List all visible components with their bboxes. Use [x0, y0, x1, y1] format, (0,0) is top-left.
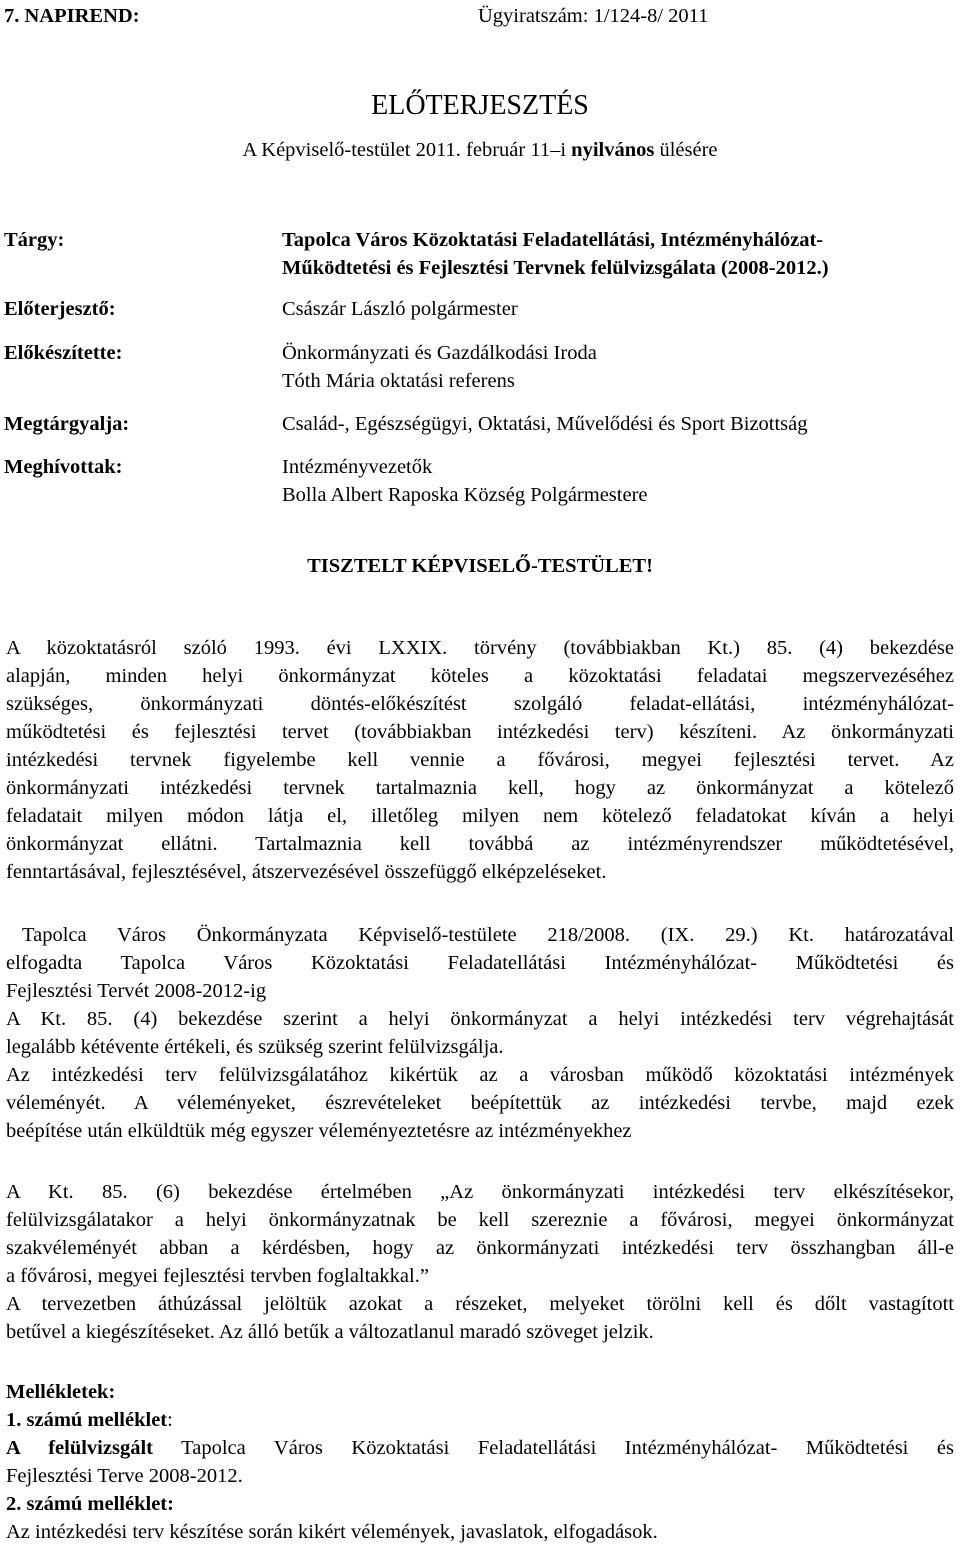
p1-line: A közoktatásról szóló 1993. évi LXXIX. törvény (továbbiakban Kt.) 85. (4) bekezdése [6, 637, 954, 659]
case-number: Ügyiratszám: 1/124-8/ 2011 [478, 5, 709, 27]
discussed-label: Megtárgyalja: [4, 413, 130, 435]
p2-line: elfogadta Tapolca Város Közoktatási Feladatellátási Intézményhálózat- Működtetési és [6, 952, 954, 974]
p3-line: felülvizsgálatakor a helyi önkormányzatnak be kell szereznie a fővárosi, megyei önkormányzat [6, 1209, 954, 1231]
p2-line: A Kt. 85. (4) bekezdése szerint a helyi önkormányzat a helyi intézkedési terv végrehajtását [6, 1008, 954, 1030]
p1-line: szükséges, önkormányzati döntés-előkészítést szolgáló feladat-ellátási, intézményhálózat- [6, 693, 954, 715]
p1-line: fenntartásával, fejlesztésével, átszervezésével összefüggő elképzeléseket. [6, 861, 607, 883]
document-title: ELŐTERJESZTÉS [371, 90, 589, 121]
agenda-number: 7. NAPIREND: [4, 5, 140, 27]
p2-line: véleményét. A véleményeket, észrevételeket beépítettük az intézkedési tervbe, majd ezek [6, 1092, 954, 1114]
p1-line: intézkedési tervnek figyelembe kell vennie a fővárosi, megyei fejlesztési tervet. Az [6, 749, 954, 771]
salutation: TISZTELT KÉPVISELŐ-TESTÜLET! [307, 555, 653, 577]
presenter-label: Előterjesztő: [4, 298, 116, 320]
subtitle-pre: A Képviselő-testület 2011. február 11–i [242, 139, 572, 161]
p1-line: működtetési és fejlesztési tervet (továbbiakban intézkedési terv) készíteni. Az önkormányzati [6, 721, 954, 743]
p2-line: legalább kétévente értékeli, és szükség szerint felülvizsgálja. [6, 1036, 504, 1058]
invited-line-1: Intézményvezetők [282, 456, 433, 478]
paragraph-2 [6, 921, 954, 1145]
attachment-2-title: 2. számú melléklet: [6, 1493, 174, 1515]
attachment-1-rest: Tapolca Város Közoktatási Feladatellátási Intézményhálózat- Működtetési és [152, 1437, 954, 1459]
paragraph-3 [6, 1178, 954, 1346]
invited-label: Meghívottak: [4, 456, 123, 478]
subject-line-1: Tapolca Város Közoktatási Feladatellátási, Intézményhálózat- [282, 229, 824, 251]
subject-line-2: Működtetési és Fejlesztési Tervnek felülvizsgálata (2008-2012.) [282, 257, 829, 279]
attachment-1-text [6, 1434, 954, 1462]
paragraph-1 [6, 634, 954, 886]
p3-line: A Kt. 85. (6) bekezdése értelmében „Az önkormányzati intézkedési terv elkészítésekor, [6, 1181, 954, 1203]
attachment-2-text: Az intézkedési terv készítése során kikért vélemények, javaslatok, elfogadások. [6, 1521, 658, 1543]
subtitle-post: ülésére [654, 139, 718, 161]
p3-line: A tervezetben áthúzással jelöltük azokat a részeket, melyeket törölni kell és dőlt vastagított [6, 1293, 954, 1315]
attachments [6, 1378, 954, 1546]
p2-line: Fejlesztési Tervét 2008-2012-ig [6, 980, 267, 1002]
p1-line: alapján, minden helyi önkormányzat köteles a közoktatási feladatai megszervezéséhez [6, 665, 954, 687]
invited-line-2: Bolla Albert Raposka Község Polgármestere [282, 484, 648, 506]
attachment-1-colon: : [167, 1409, 173, 1431]
attachment-1-line-2: Fejlesztési Terve 2008-2012. [6, 1465, 243, 1487]
p1-line: önkormányzat ellátni. Tartalmaznia kell továbbá az intézményrendszer működtetésével, [6, 833, 954, 855]
attachments-heading: Mellékletek: [6, 1381, 116, 1403]
p3-line: szakvéleményét abban a kérdésben, hogy az önkormányzati intézkedési terv összhangban áll-e [6, 1237, 954, 1259]
subject-label: Tárgy: [4, 229, 65, 251]
p3-line: a fővárosi, megyei fejlesztési tervben foglaltakkal.” [6, 1265, 429, 1287]
prepared-label: Előkészítette: [4, 342, 123, 364]
discussed-value: Család-, Egészségügyi, Oktatási, Művelődési és Sport Bizottság [282, 413, 808, 435]
presenter-value: Császár László polgármester [282, 298, 518, 320]
attachment-1-title: 1. számú melléklet [6, 1409, 168, 1431]
p2-line: Tapolca Város Önkormányzata Képviselő-testülete 218/2008. (IX. 29.) Kt. határozatával [22, 924, 954, 946]
attachment-1-label [6, 1406, 954, 1434]
prepared-line-1: Önkormányzati és Gazdálkodási Iroda [282, 342, 597, 364]
subtitle-bold: nyilvános [571, 139, 655, 161]
p2-line: Az intézkedési terv felülvizsgálatához kikértük az a városban működő közoktatási intézmények [6, 1064, 954, 1086]
prepared-line-2: Tóth Mária oktatási referens [282, 370, 515, 392]
attachment-1-bold: A felülvizsgált [6, 1437, 153, 1459]
document-subtitle [0, 136, 960, 164]
p1-line: feladatait milyen módon látja el, illetőleg milyen nem kötelező feladatokat kíván a helyi [6, 805, 954, 827]
p3-line: betűvel a kiegészítéseket. Az álló betűk a változatlanul maradó szöveget jelzik. [6, 1321, 654, 1343]
p2-line: beépítése után elküldtük még egyszer véleményeztetésre az intézményekhez [6, 1120, 632, 1142]
p1-line: önkormányzati intézkedési tervnek tartalmaznia kell, hogy az önkormányzat a kötelező [6, 777, 954, 799]
